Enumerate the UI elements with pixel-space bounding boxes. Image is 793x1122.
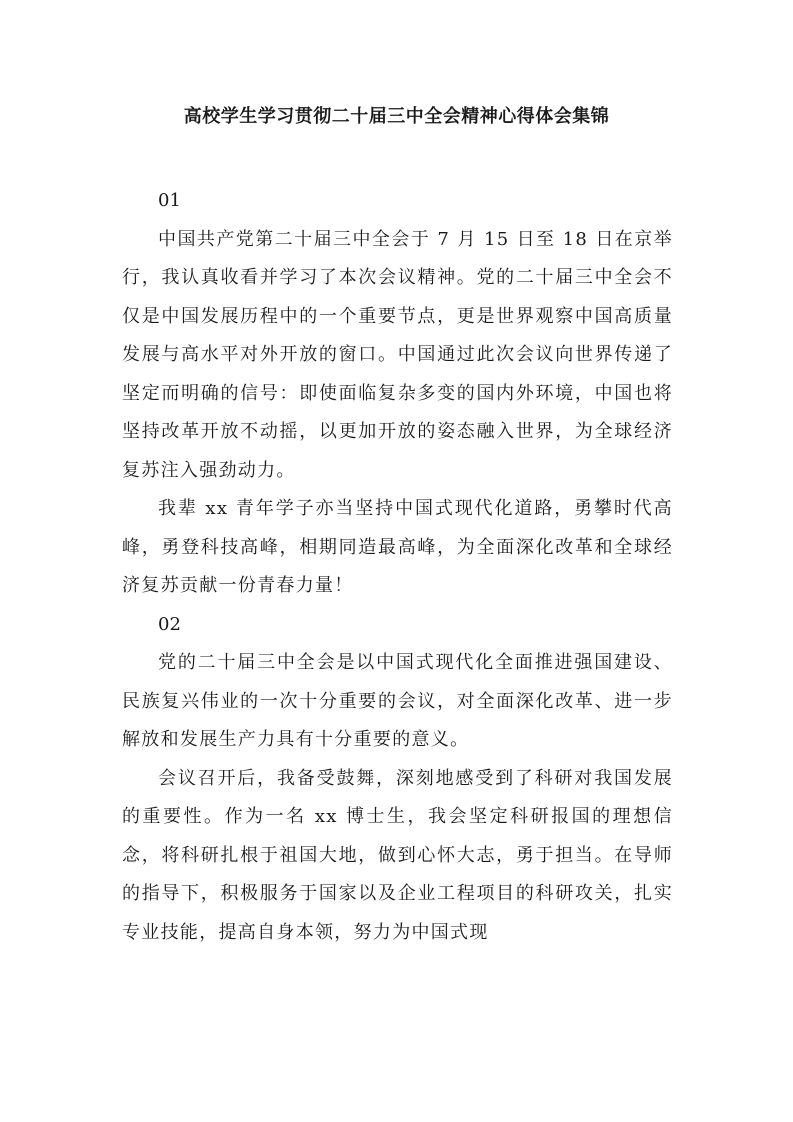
body-paragraph: 我辈 xx 青年学子亦当坚持中国式现代化道路，勇攀时代高峰，勇登科技高峰，相期同造最高峰，为全面深化改革和全球经济复苏贡献一份青春力量！	[122, 498, 673, 596]
body-paragraph: 中国共产党第二十届三中全会于 7 月 15 日至 18 日在京举行，我认真收看并学习了本次会议精神。党的二十届三中全会不仅是中国发展历程中的一个重要节点，更是世界观察中国高质量发展与高水平对外开放的窗口。中国通过此次会议向世界传递了坚定而明确的信号：即使面临复杂多变的国内外环境，中国也将坚持改革开放不动摇，以更加开放的姿态融入世界，为全球经济复苏注入强劲动力。	[122, 228, 673, 481]
document-body	[122, 182, 673, 952]
section-number: 01	[158, 190, 181, 211]
body-paragraph: 党的二十届三中全会是以中国式现代化全面推进强国建设、民族复兴伟业的一次十分重要的会议，对全面深化改革、进一步解放和发展生产力具有十分重要的意义。	[122, 652, 673, 750]
document-title: 高校学生学习贯彻二十届三中全会精神心得体会集锦	[183, 106, 610, 127]
body-paragraph: 会议召开后，我备受鼓舞，深刻地感受到了科研对我国发展的重要性。作为一名 xx 博士生，我会坚定科研报国的理想信念，将科研扎根于祖国大地，做到心怀大志，勇于担当。在导师的指导下，积极服务于国家以及企业工程项目的科研攻关，扎实专业技能，提高自身本领，努力为中国式现	[122, 767, 673, 943]
section-number: 02	[158, 613, 181, 635]
